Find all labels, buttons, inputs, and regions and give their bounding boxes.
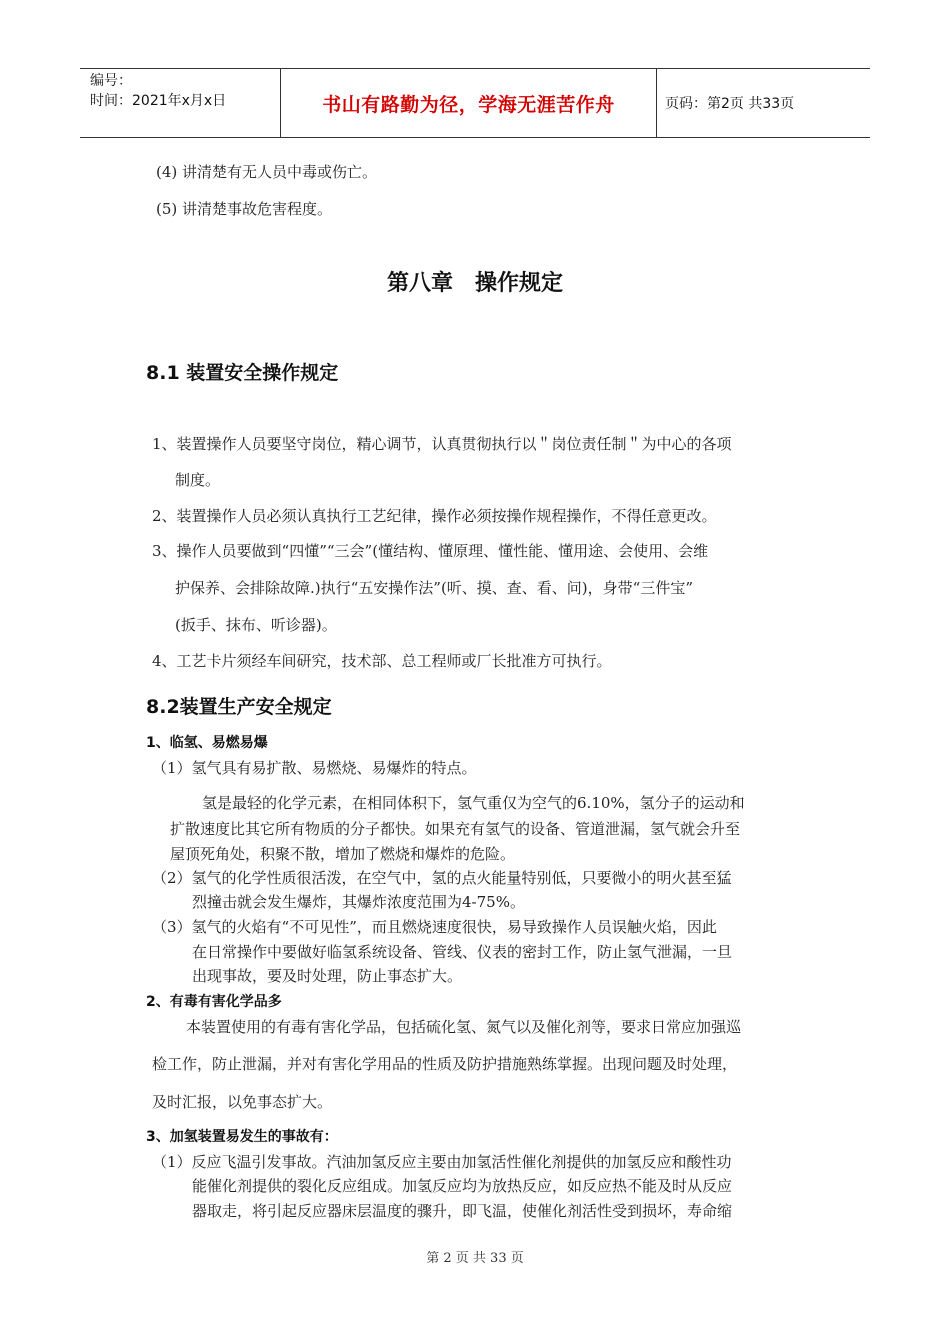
rule-4: 4、工艺卡片须经车间研究，技术部、总工程师或厂长批准方可执行。: [152, 652, 612, 670]
header-table: [80, 68, 870, 138]
subsection-1-title: 1、临氢、易燃易爆: [146, 735, 268, 751]
rule-1-line-1: 1、装置操作人员要坚守岗位，精心调节，认真贯彻执行以＂岗位责任制＂为中心的各项: [152, 435, 732, 453]
sub3-line-3: 器取走，将引起反应器床层温度的骤升，即飞温，使催化剂活性受到损坏，寿命缩: [192, 1202, 733, 1220]
sub1-line-7: （3）氢气的火焰有“不可见性”，而且燃烧速度很快，易导致操作人员误触火焰，因此: [152, 918, 717, 936]
section-8-2-title: 8.2装置生产安全规定: [146, 696, 332, 718]
sub3-line-1: （1）反应飞温引发事故。汽油加氢反应主要由加氢活性催化剂提供的加氢反应和酸性功: [152, 1153, 732, 1171]
subsection-3-title: 3、加氢装置易发生的事故有：: [146, 1129, 338, 1145]
rule-3-line-1: 3、操作人员要做到“四懂”“三会”(懂结构、懂原理、懂性能、懂用途、会使用、会维: [152, 542, 709, 560]
intro-item-4: (4) 讲清楚有无人员中毒或伤亡。: [156, 163, 378, 181]
sub3-line-2: 能催化剂提供的裂化反应组成。加氢反应均为放热反应，如反应热不能及时从反应: [192, 1177, 733, 1195]
number-label: 编号：: [90, 73, 132, 89]
rule-3-line-2: 护保养、会排除故障.)执行“五安操作法”(听、摸、查、看、问)，身带“三件宝”: [175, 579, 694, 597]
sub1-line-3: 扩散速度比其它所有物质的分子都快。如果充有氢气的设备、管道泄漏，氢气就会升至: [170, 820, 741, 838]
subsection-2-title: 2、有毒有害化学品多: [146, 994, 282, 1010]
header-page-info: 页码：第2页 共33页: [665, 96, 795, 112]
page-footer: 第 2 页 共 33 页: [426, 1251, 524, 1266]
sub1-line-6: 烈撞击就会发生爆炸，其爆炸浓度范围为4-75%。: [192, 893, 525, 911]
sub1-line-8: 在日常操作中要做好临氢系统设备、管线、仪表的密封工作，防止氢气泄漏，一旦: [192, 943, 733, 961]
sub1-line-9: 出现事故，要及时处理，防止事态扩大。: [192, 967, 463, 985]
intro-item-5: (5) 讲清楚事故危害程度。: [156, 200, 333, 218]
time-label: 时间：2021年x月x日: [90, 93, 227, 109]
sub1-line-5: （2）氢气的化学性质很活泼，在空气中，氢的点火能量特别低，只要微小的明火甚至猛: [152, 869, 732, 887]
rule-2: 2、装置操作人员必须认真执行工艺纪律，操作必须按操作规程操作，不得任意更改。: [152, 507, 717, 525]
rule-3-line-3: (扳手、抹布、听诊器)。: [175, 616, 337, 634]
header-left-cell: [80, 69, 281, 137]
section-8-1-title: 8.1 装置安全操作规定: [146, 362, 339, 384]
rule-1-line-2: 制度。: [175, 471, 221, 489]
header-motto: 书山有路勤为径，学海无涯苦作舟: [281, 69, 657, 137]
sub2-line-2: 检工作，防止泄漏，并对有害化学用品的性质及防护措施熟练掌握。出现问题及时处理，: [152, 1055, 738, 1073]
chapter-title: 第八章 操作规定: [386, 271, 563, 296]
sub1-line-4: 屋顶死角处，积聚不散，增加了燃烧和爆炸的危险。: [170, 845, 516, 863]
sub1-line-2: 氢是最轻的化学元素，在相同体积下，氢气重仅为空气的6.10%，氢分子的运动和: [202, 794, 745, 812]
sub2-line-1: 本装置使用的有毒有害化学品，包括硫化氢、氮气以及催化剂等，要求日常应加强巡: [186, 1018, 742, 1036]
sub2-line-3: 及时汇报，以免事态扩大。: [152, 1093, 333, 1111]
sub1-line-1: （1）氢气具有易扩散、易燃烧、易爆炸的特点。: [152, 759, 477, 777]
